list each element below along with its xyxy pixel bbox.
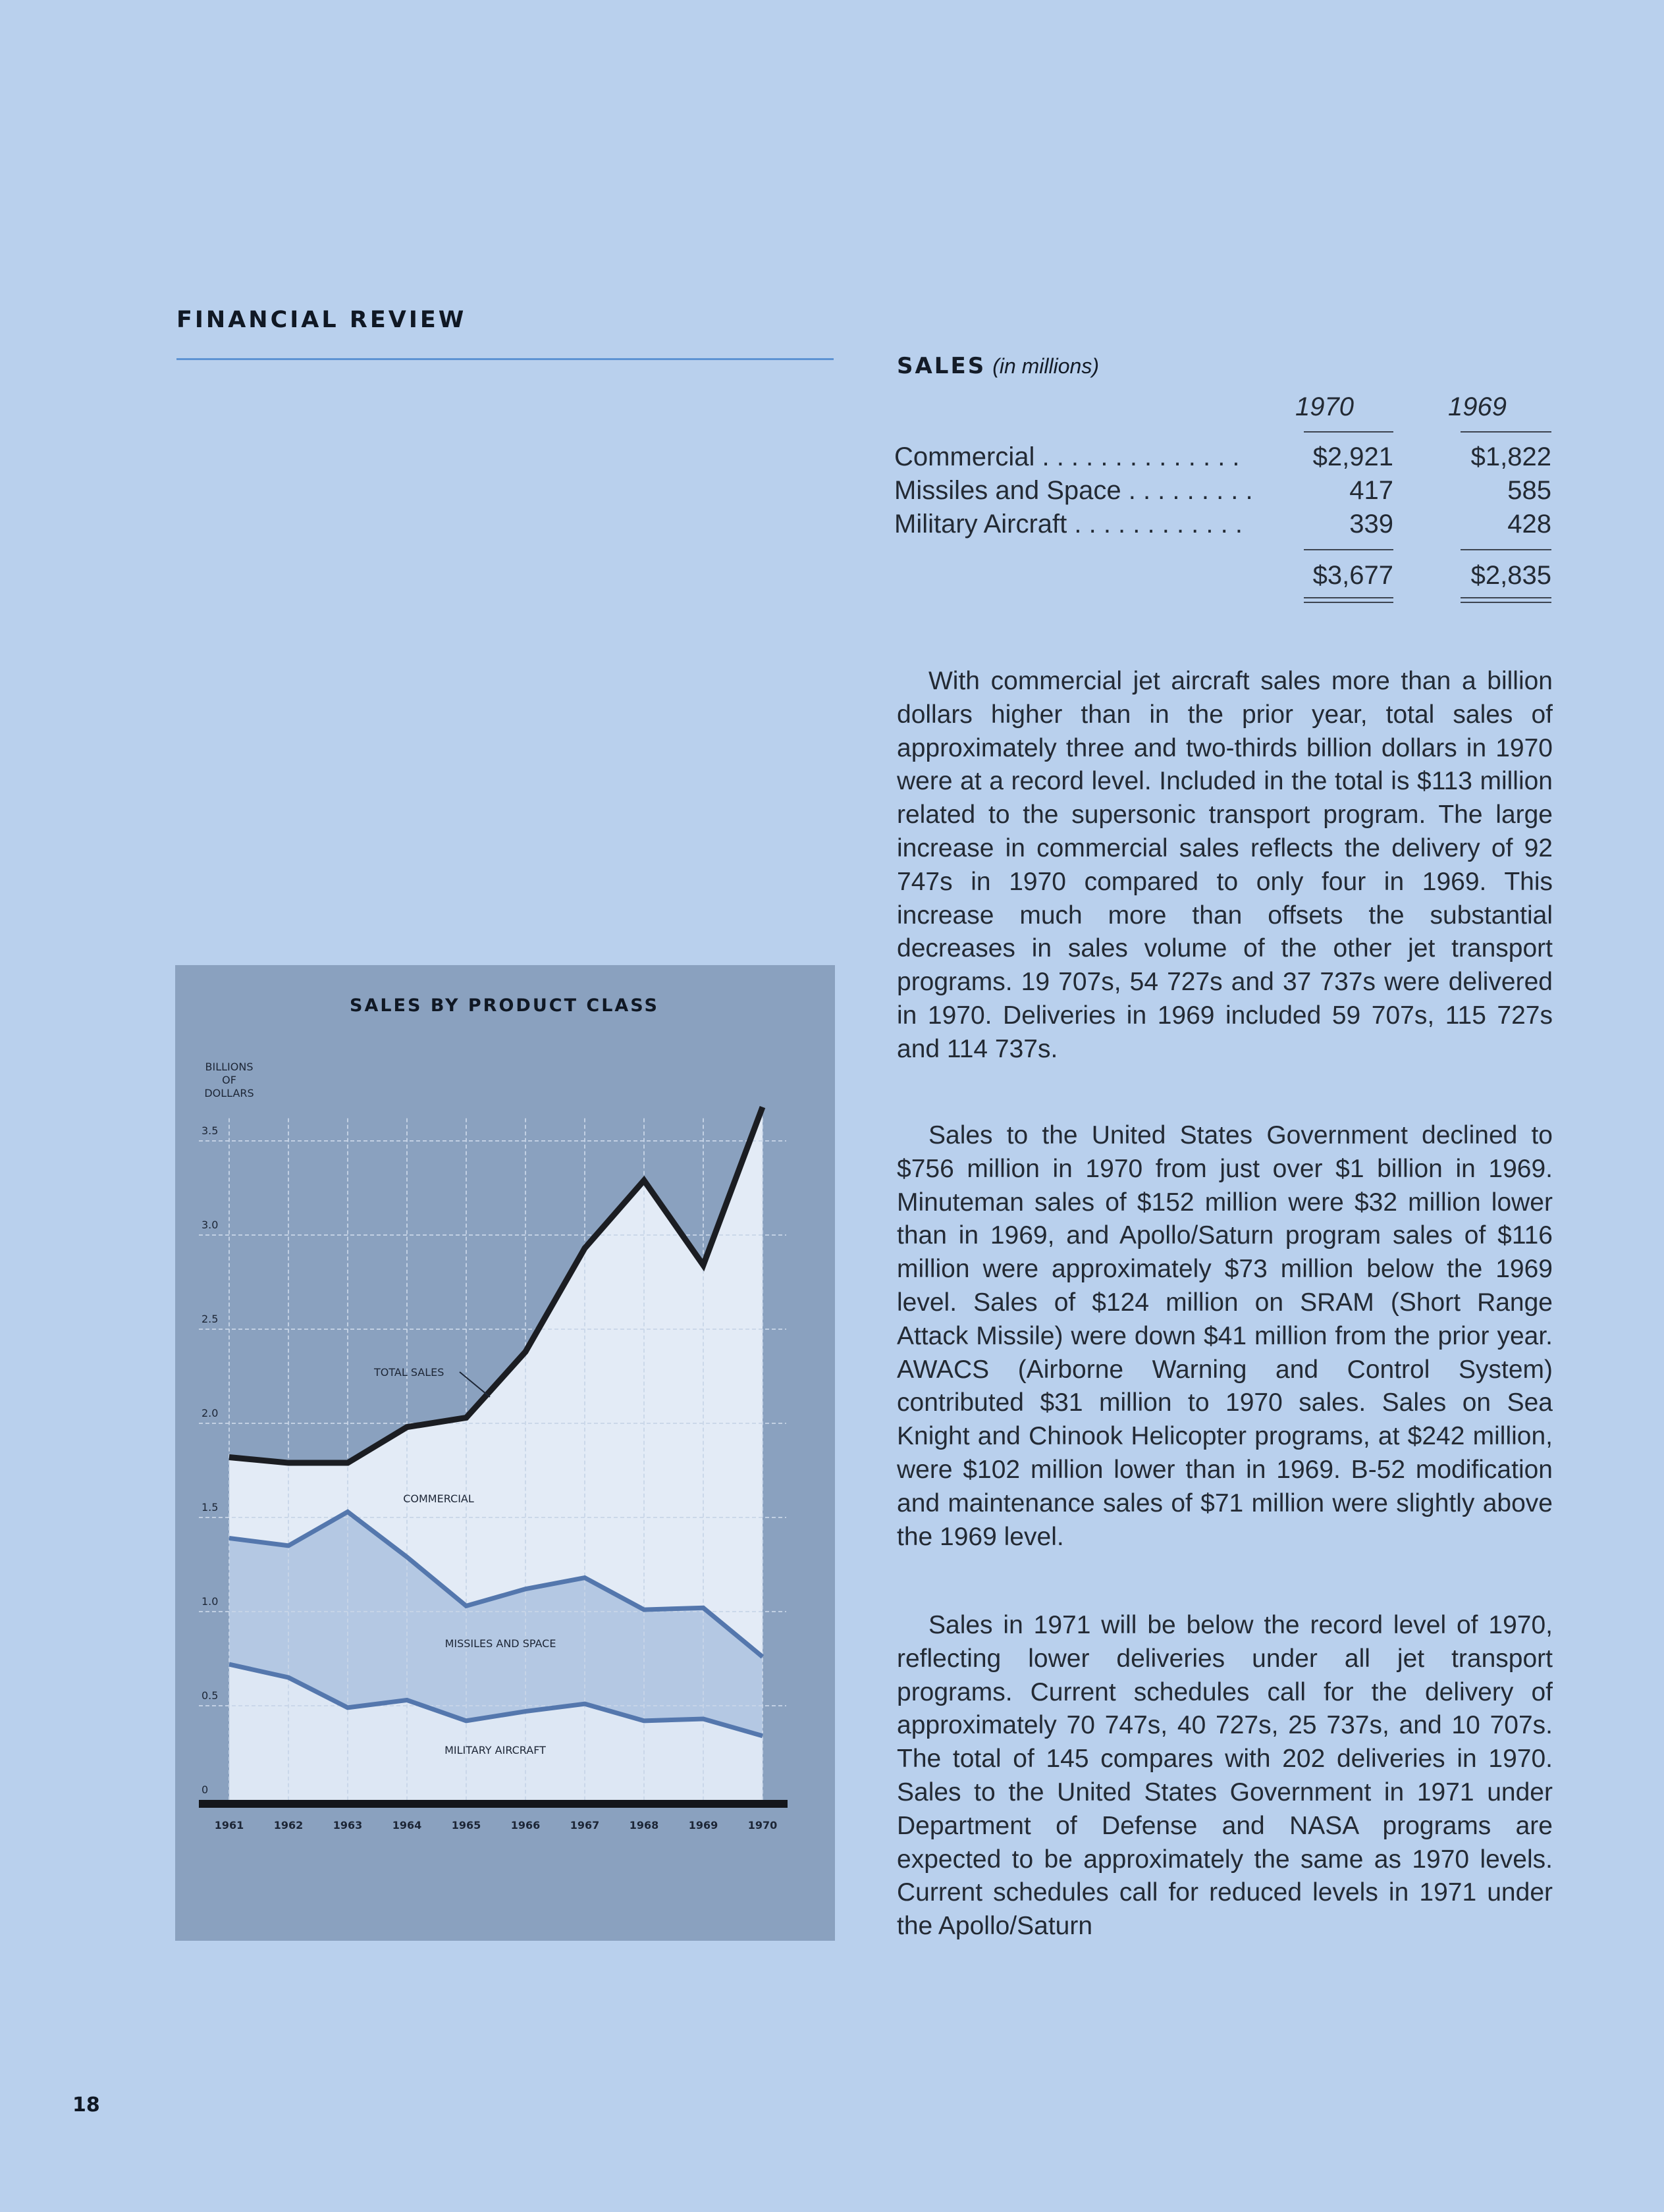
x-tick-label: 1966 <box>510 1819 541 1831</box>
y-tick-label: 1.5 <box>201 1501 219 1514</box>
section-heading: FINANCIAL REVIEW <box>176 307 467 333</box>
row-label: Missiles and Space <box>894 476 1121 505</box>
row-commercial-1970: $2,921 <box>1312 442 1393 471</box>
leader-dots: . . . . . . . . . <box>1121 476 1253 505</box>
leader-dots: . . . . . . . . . . . . <box>1067 510 1243 539</box>
row-missiles-1969: 585 <box>1507 476 1551 505</box>
sales-title-label: SALES <box>897 353 986 379</box>
year-header-1969: 1969 <box>1448 392 1507 421</box>
x-tick-label: 1968 <box>629 1819 659 1831</box>
row-label: Military Aircraft <box>894 510 1067 539</box>
subtotal-rule-1970 <box>1304 549 1393 550</box>
x-tick-label: 1964 <box>392 1819 422 1831</box>
label-total-sales: TOTAL SALES <box>374 1366 444 1379</box>
label-commercial: COMMERCIAL <box>403 1492 474 1505</box>
y-tick-label: 2.5 <box>201 1313 219 1325</box>
chart-title: SALES BY PRODUCT CLASS <box>350 995 659 1016</box>
x-tick-label: 1961 <box>214 1819 244 1831</box>
x-tick-label: 1967 <box>570 1819 600 1831</box>
x-tick-label: 1962 <box>273 1819 304 1831</box>
year-header-1970: 1970 <box>1295 392 1354 421</box>
row-military-1969: 428 <box>1507 510 1551 539</box>
sales-title-unit: (in millions) <box>992 354 1099 378</box>
label-military-aircraft: MILITARY AIRCRAFT <box>444 1744 546 1756</box>
y-axis-title-line-1: BILLIONS <box>205 1061 254 1073</box>
y-tick-label: 2.0 <box>201 1407 219 1419</box>
paragraph-commercial-sales: With commercial jet aircraft sales more than a billion dollars higher than in the prior year, total sales of approximately three and two-thirds billion dollars in 1970 were at a record level. Included in the total is $113 million related to the supersonic transport program. The large increase in commercial sales reflects the delivery of 92 747s in 1970 compared to only four in 1969. This increase much more than offsets the substantial decreases in sales volume of the other jet transport programs. 19 707s, 54 727s and 37 737s were delivered in 1970. Deliveries in 1969 included 59 707s, 115 727s and 114 737s. <box>897 667 1553 1063</box>
row-military-1970: 339 <box>1349 510 1393 539</box>
y-tick-label: 3.5 <box>201 1124 219 1137</box>
y-tick-label: 1.0 <box>201 1595 219 1608</box>
sales-chart-panel <box>175 965 835 1941</box>
x-axis-baseline <box>199 1800 788 1808</box>
row-military-label <box>894 510 1243 539</box>
sales-by-product-class-chart <box>175 965 835 1941</box>
total-sales-leader-line <box>460 1372 490 1397</box>
leader-dots: . . . . . . . . . . . . . . <box>1034 442 1240 471</box>
page-number: 18 <box>72 2094 100 2117</box>
y-tick-label: 3.0 <box>201 1219 219 1231</box>
heading-rule <box>176 358 834 360</box>
row-commercial-1969: $1,822 <box>1470 442 1551 471</box>
header-underline-1970 <box>1304 431 1393 433</box>
total-double-rule-1969-b <box>1461 602 1551 603</box>
x-tick-label: 1969 <box>688 1819 718 1831</box>
y-tick-label: 0 <box>201 1783 209 1796</box>
sales-table-title <box>897 353 1099 379</box>
header-underline-1969 <box>1461 431 1551 433</box>
row-label: Commercial <box>894 442 1035 471</box>
row-missiles-label <box>894 476 1253 506</box>
subtotal-rule-1969 <box>1461 549 1551 550</box>
paragraph-government-sales: Sales to the United States Government declined to $756 million in 1970 from just over $1 billion in 1969. Minuteman sales of $152 million were $32 million lower than in 1969, and Apollo/Saturn program sales of $116 million were approximately $73 million below the 1969 level. Sales of $124 million on SRAM (Short Range Attack Missile) were down $41 million from the prior year. AWACS (Airborne Warning and Control System) contributed $31 million to 1970 sales. Sales on Sea Knight and Chinook Helicopter programs, at $242 million, were $102 million lower than in 1969. B-52 modification and maintenance sales of $71 million were slightly above the 1969 level. <box>897 1121 1553 1551</box>
label-missiles-and-space: MISSILES AND SPACE <box>444 1637 556 1650</box>
x-tick-label: 1970 <box>747 1819 778 1831</box>
total-double-rule-1970-b <box>1304 602 1393 603</box>
total-double-rule-1969-a <box>1461 597 1551 598</box>
total-double-rule-1970-a <box>1304 597 1393 598</box>
total-1970: $3,677 <box>1312 561 1393 590</box>
y-tick-label: 0.5 <box>201 1689 219 1702</box>
x-tick-label: 1965 <box>451 1819 481 1831</box>
paragraph-outlook-1971: Sales in 1971 will be below the record level of 1970, reflecting lower deliveries under all jet transport programs. Current schedules call for the delivery of approximately 70 747s, 40 727s, 25 737s, and 10 707s. The total of 145 compares with 202 deliveries in 1970. Sales to the United States Government in 1971 under Department of Defense and NASA programs are expected to be approximately the same as 1970 levels. Current schedules call for reduced levels in 1971 under the Apollo/Saturn <box>897 1611 1553 1941</box>
x-tick-label: 1963 <box>333 1819 363 1831</box>
total-1969: $2,835 <box>1470 561 1551 590</box>
row-missiles-1970: 417 <box>1349 476 1393 505</box>
y-axis-title-line-2: OF <box>222 1074 236 1086</box>
row-commercial-label <box>894 442 1240 472</box>
y-axis-title-line-3: DOLLARS <box>204 1087 254 1099</box>
